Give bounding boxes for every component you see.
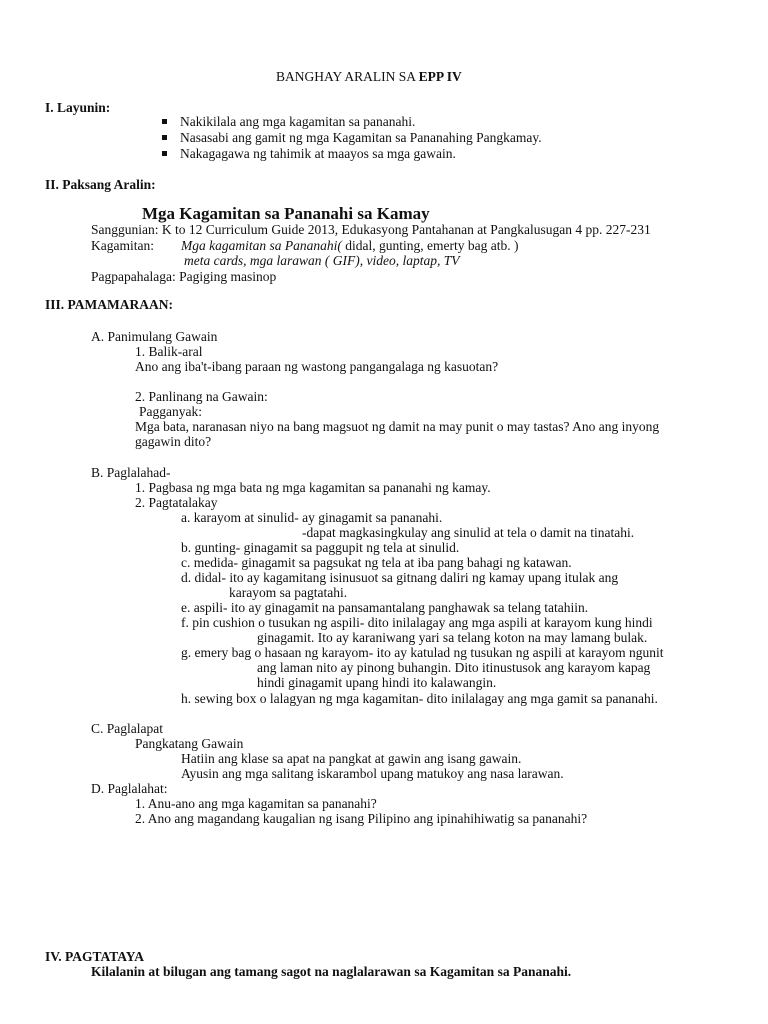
kagamitan-rest: didal, gunting, emerty bag atb. ) <box>341 238 519 253</box>
subsection-c-heading: C. Paglalapat <box>91 721 163 736</box>
section-3-heading: III. PAMAMARAAN: <box>45 297 173 312</box>
paglalahad-item: 2. Pagtatalakay <box>135 495 218 510</box>
pagtatalakay-item: c. medida- ginagamit sa pagsukat ng tela at iba pang bahagi ng katawan. <box>181 555 572 570</box>
paglalahat-question: 2. Ano ang magandang kaugalian ng isang Pilipino ang ipinahihiwatig sa pananahi? <box>135 811 588 826</box>
bullet-icon <box>162 119 167 124</box>
pagtatalakay-item: f. pin cushion o tusukan ng aspili- dito inilalagay ang mga aspili at karayom kung hindi <box>181 615 653 630</box>
title-subject: EPP IV <box>418 69 462 84</box>
pagtatalakay-item: b. gunting- ginagamit sa paggupit ng tela at sinulid. <box>181 540 460 555</box>
objective-item: Nakagagawa ng tahimik at maayos sa mga gawain. <box>180 146 456 161</box>
pangkatang-gawain-label: Pangkatang Gawain <box>135 736 244 751</box>
section-2-heading: II. Paksang Aralin: <box>45 177 156 192</box>
pagganyak-question: Mga bata, naranasan niyo na bang magsuot ng damit na may punit o may tastas? Ano ang inyong <box>135 419 660 434</box>
pagganyak-label: Pagganyak: <box>139 404 202 419</box>
objective-item: Nakikilala ang mga kagamitan sa pananahi. <box>180 114 416 129</box>
paglalapat-item: Ayusin ang mga salitang iskarambol upang matukoy ang nasa larawan. <box>181 766 564 781</box>
objective-item: Nasasabi ang gamit ng mga Kagamitan sa Pananahing Pangkamay. <box>180 130 542 145</box>
kagamitan-label: Kagamitan: <box>91 238 154 253</box>
pagtatalakay-item: e. aspili- ito ay ginagamit na pansamantalang panghawak sa telang tatahiin. <box>181 600 589 615</box>
section-1-heading: I. Layunin: <box>45 100 111 115</box>
document-title <box>276 69 462 84</box>
pagtatalakay-item: g. emery bag o hasaan ng karayom- ito ay katulad ng tusukan ng aspili at karayom ngunit <box>181 645 664 660</box>
pagtatalakay-item-cont: ginagamit. Ito ay karaniwang yari sa telang koton na may lamang bulak. <box>257 630 648 645</box>
pagtatalakay-item-cont: ang laman nito ay pinong buhangin. Dito itinustusok ang karayom kapag <box>257 660 651 675</box>
pagtatalakay-item-cont: -dapat magkasingkulay ang sinulid at tela o damit na tinatahi. <box>302 525 635 540</box>
topic-title: Mga Kagamitan sa Pananahi sa Kamay <box>142 204 430 223</box>
pagtataya-instruction: Kilalanin at bilugan ang tamang sagot na naglalarawan sa Kagamitan sa Pananahi. <box>91 964 572 979</box>
subsection-b-heading: B. Paglalahad- <box>91 465 171 480</box>
kagamitan-line-2: meta cards, mga larawan ( GIF), video, laptap, TV <box>184 253 460 268</box>
kagamitan-line <box>181 238 518 253</box>
balik-aral-question: Ano ang iba't-ibang paraan ng wastong pangangalaga ng kasuotan? <box>135 359 499 374</box>
sanggunian-line: Sanggunian: K to 12 Curriculum Guide 2013, Edukasyong Pantahanan at Pangkalusugan 4 pp. 227-231 <box>91 222 651 237</box>
title-prefix: BANGHAY ARALIN SA <box>276 69 419 84</box>
bullet-icon <box>162 135 167 140</box>
pagpapahalaga-line: Pagpapahalaga: Pagiging masinop <box>91 269 277 284</box>
section-4-heading: IV. PAGTATAYA <box>45 949 145 964</box>
kagamitan-italic: Mga kagamitan sa Pananahi( <box>181 238 342 253</box>
panlinang-heading: 2. Panlinang na Gawain: <box>135 389 268 404</box>
subsection-d-heading: D. Paglalahat: <box>91 781 168 796</box>
pagtatalakay-item: h. sewing box o lalagyan ng mga kagamitan- dito inilalagay ang mga gamit sa pananahi. <box>181 691 658 706</box>
pagganyak-question-cont: gagawin dito? <box>135 434 212 449</box>
paglalahad-item: 1. Pagbasa ng mga bata ng mga kagamitan sa pananahi ng kamay. <box>135 480 491 495</box>
subsection-a-heading: A. Panimulang Gawain <box>91 329 218 344</box>
balik-aral-heading: 1. Balik-aral <box>135 344 203 359</box>
pagtatalakay-item-cont: karayom sa pagtatahi. <box>229 585 348 600</box>
bullet-icon <box>162 151 167 156</box>
pagtatalakay-item-cont: hindi ginagamit upang hindi ito kalawangin. <box>257 675 497 690</box>
pagtatalakay-item: d. didal- ito ay kagamitang isinusuot sa gitnang daliri ng kamay upang itulak ang <box>181 570 619 585</box>
paglalahat-question: 1. Anu-ano ang mga kagamitan sa pananahi? <box>135 796 377 811</box>
paglalapat-item: Hatiin ang klase sa apat na pangkat at gawin ang isang gawain. <box>181 751 522 766</box>
pagtatalakay-item: a. karayom at sinulid- ay ginagamit sa pananahi. <box>181 510 443 525</box>
